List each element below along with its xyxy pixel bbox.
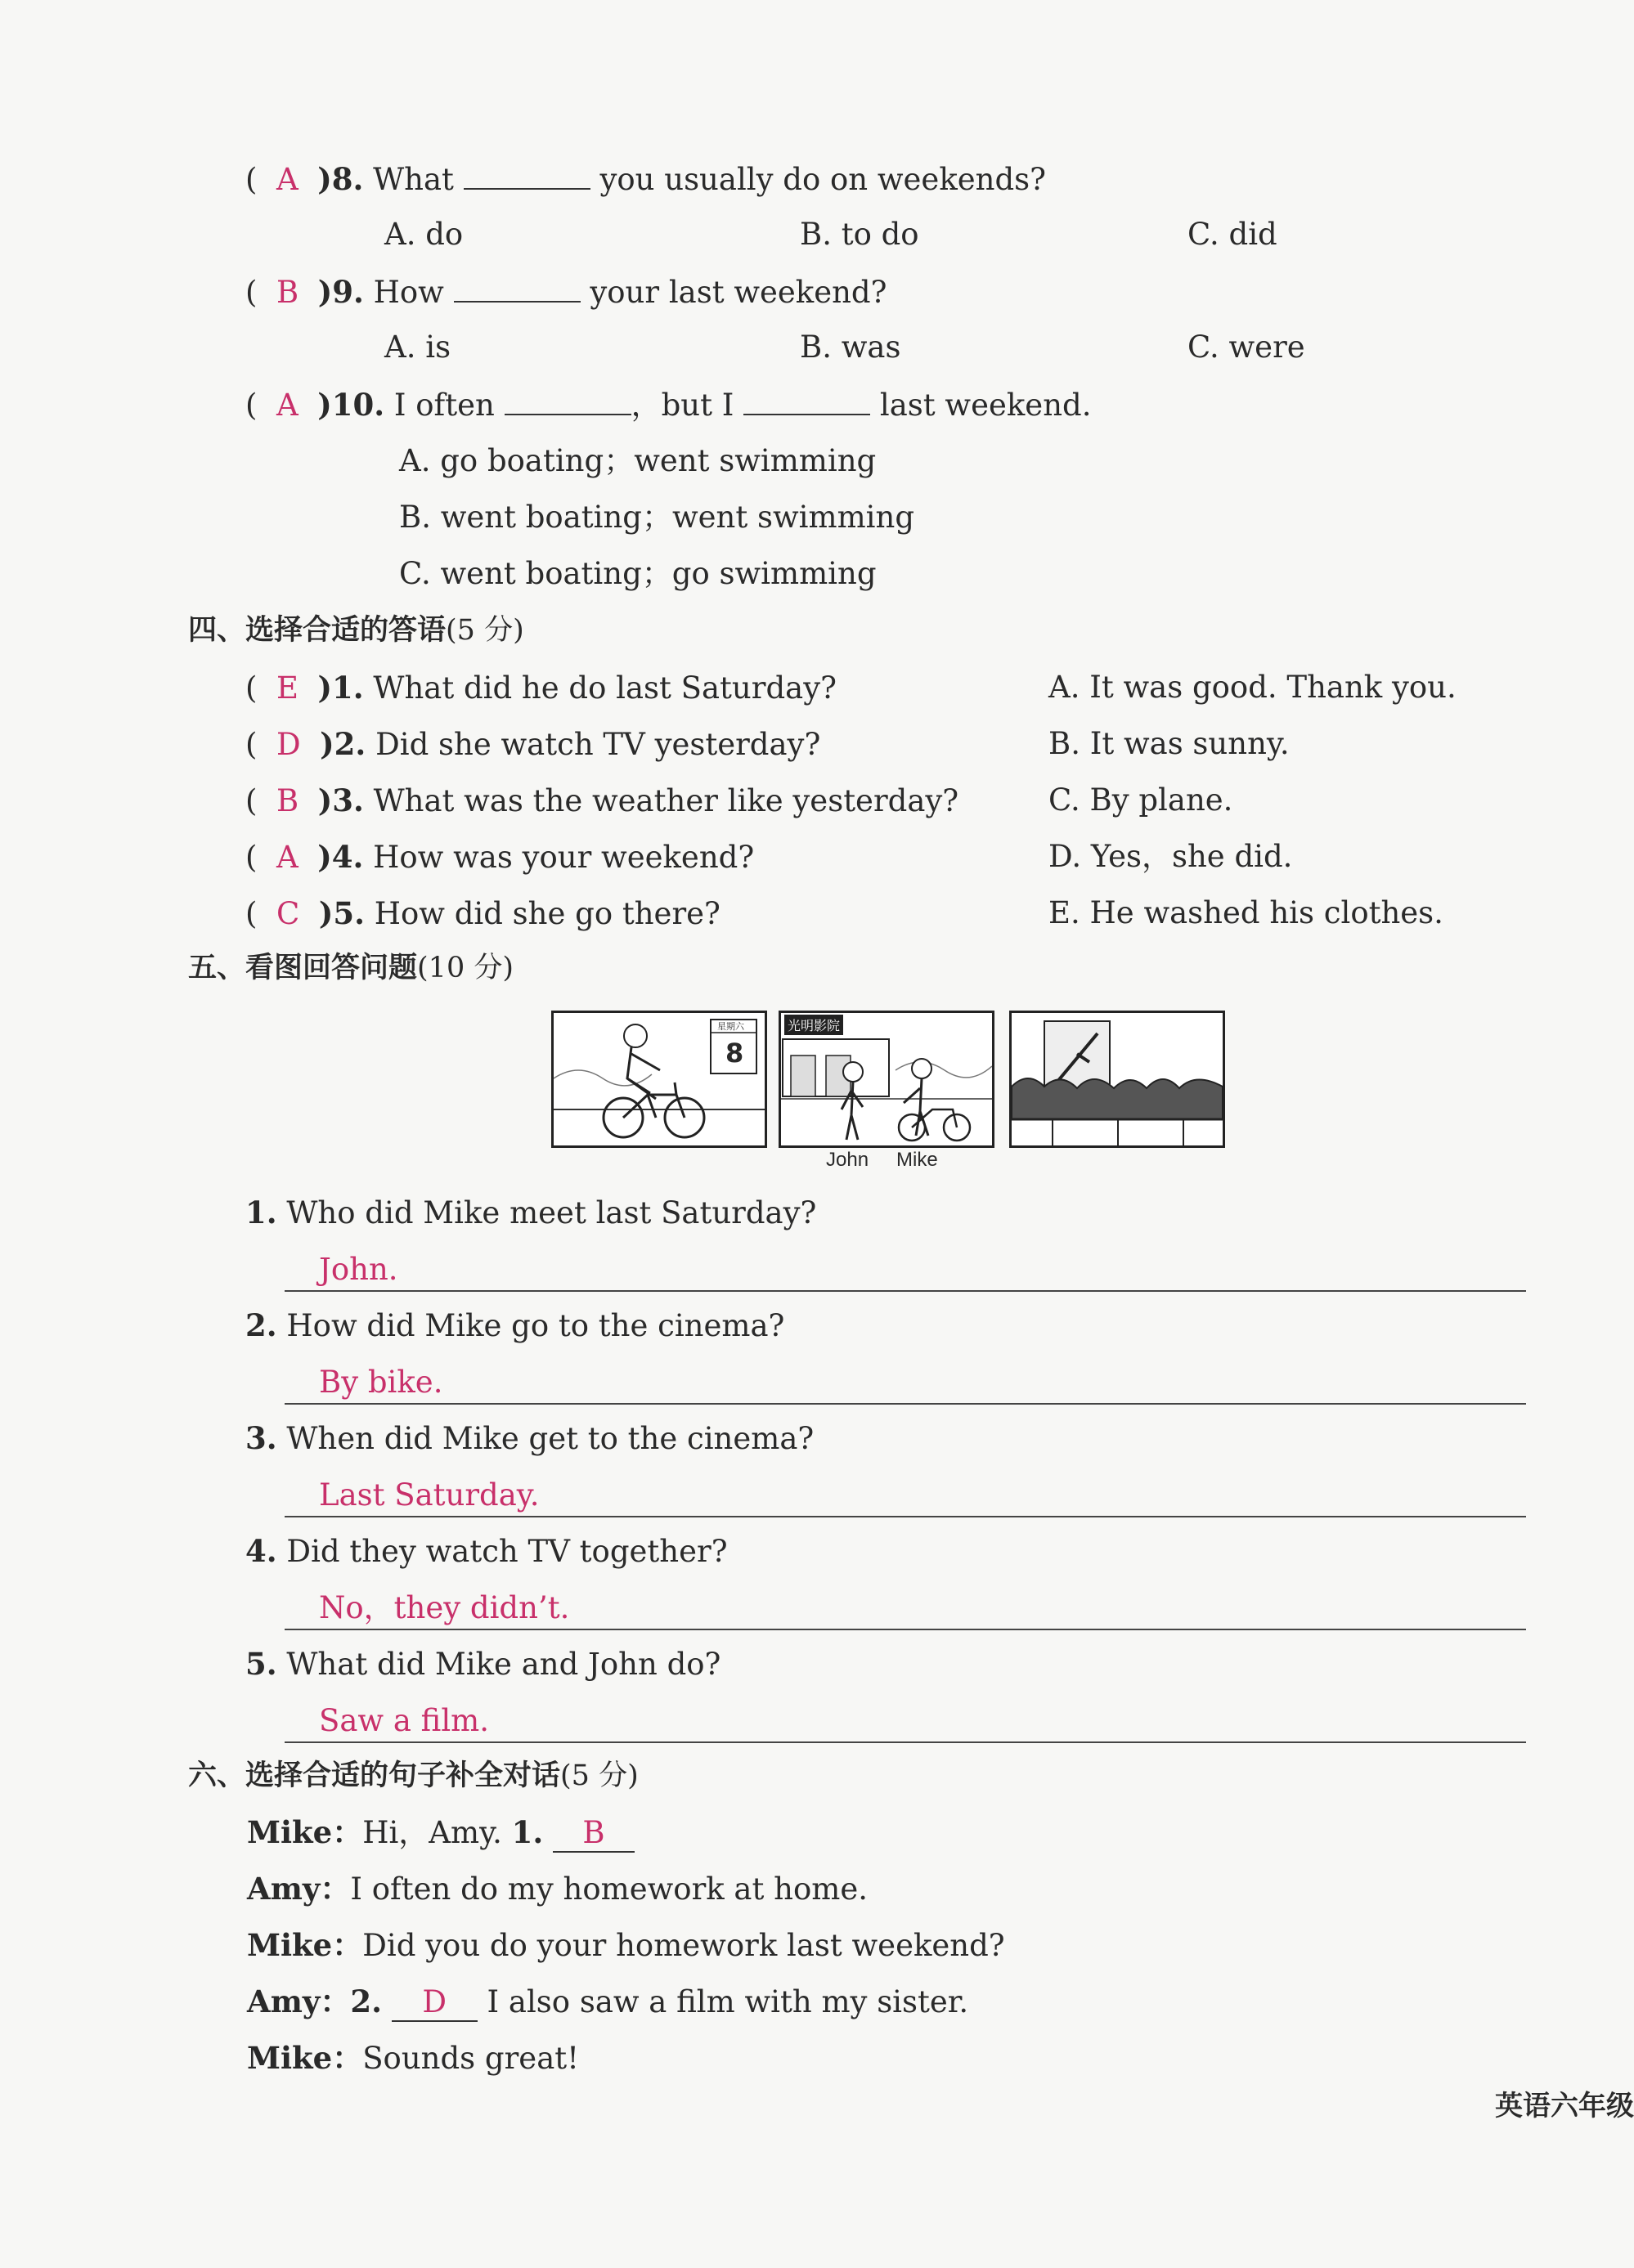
picture-cinema-meeting	[779, 1011, 994, 1148]
answer-line	[285, 1629, 1526, 1630]
s4-option-c: C. By plane.	[1048, 782, 1233, 818]
s5-question-1: 1. Who did Mike meet last Saturday?	[245, 1195, 817, 1230]
s5-answer-1: John.	[319, 1252, 398, 1287]
s5-question-2: 2. How did Mike go to the cinema?	[245, 1307, 785, 1343]
section-6-heading: 六、选择合适的句子补全对话(5 分)	[188, 1759, 639, 1792]
dialog-line-4: Amy：2. D I also saw a film with my sister.	[247, 1984, 968, 2022]
s5-question-4: 4. Did they watch TV together?	[245, 1533, 728, 1569]
dialog-line-3: Mike：Did you do your homework last weekend?	[247, 1927, 1005, 1963]
dialog-answer-1: B	[553, 1816, 635, 1853]
answer-q10: A	[276, 388, 299, 423]
picture-watching-film	[1009, 1011, 1225, 1148]
dialog-answer-2: D	[392, 1985, 478, 2022]
s5-question-3: 3. When did Mike get to the cinema?	[245, 1420, 815, 1456]
s5-question-5: 5. What did Mike and John do?	[245, 1646, 721, 1682]
answer-line	[285, 1290, 1526, 1292]
caption-john: John	[826, 1149, 869, 1171]
dialog-line-5: Mike：Sounds great!	[247, 2040, 579, 2076]
s4-question-5: ( C )5. How did she go there?	[245, 895, 720, 931]
answer-line	[285, 1741, 1526, 1743]
q10-option-c: C. went boating；go swimming	[399, 556, 877, 591]
s4-option-a: A. It was good. Thank you.	[1048, 670, 1457, 705]
calendar-number: 8	[725, 1038, 744, 1069]
s4-question-1: ( E )1. What did he do last Saturday?	[245, 670, 837, 706]
question-10: ( A )10. I often ，but I last weekend.	[245, 387, 1092, 423]
s5-answer-2: By bike.	[319, 1365, 443, 1400]
s4-question-3: ( B )3. What was the weather like yesterday?	[245, 782, 959, 818]
caption-mike: Mike	[896, 1149, 938, 1171]
q8-option-b: B. to do	[800, 217, 919, 252]
blank	[464, 164, 590, 190]
question-9: ( B )9. How your last weekend?	[245, 274, 887, 310]
q10-option-a: A. go boating；went swimming	[399, 443, 877, 478]
answer-q8: A	[276, 162, 299, 197]
q10-option-b: B. went boating；went swimming	[399, 500, 915, 535]
cinema-sign: 光明影院	[784, 1015, 843, 1035]
dialog-line-2: Amy：I often do my homework at home.	[247, 1871, 868, 1907]
blank	[454, 276, 581, 303]
q9-option-a: A. is	[384, 329, 451, 365]
section-4-heading: 四、选择合适的答语(5 分)	[188, 614, 524, 647]
q9-option-c: C. were	[1187, 329, 1305, 365]
page-footer: 英语六年级	[1495, 2090, 1634, 2122]
s5-answer-4: No，they didn’t.	[319, 1590, 570, 1625]
s4-question-2: ( D )2. Did she watch TV yesterday?	[245, 726, 821, 762]
answer-line	[285, 1516, 1526, 1517]
answer-q9: B	[276, 275, 299, 310]
s5-answer-3: Last Saturday.	[319, 1477, 540, 1513]
s4-question-4: ( A )4. How was your weekend?	[245, 839, 755, 875]
q8-option-c: C. did	[1187, 217, 1277, 252]
blank	[743, 389, 870, 415]
q9-option-b: B. was	[800, 329, 901, 365]
section-5-heading: 五、看图回答问题(10 分)	[188, 952, 514, 984]
calendar-day: 星期六	[717, 1021, 744, 1032]
s4-option-e: E. He washed his clothes.	[1048, 895, 1443, 930]
s4-option-d: D. Yes，she did.	[1048, 839, 1293, 874]
s5-answer-5: Saw a film.	[319, 1703, 490, 1738]
s4-option-b: B. It was sunny.	[1048, 726, 1290, 761]
picture-bike-saturday	[551, 1011, 767, 1148]
answer-line	[285, 1403, 1526, 1405]
question-8: ( A )8. What you usually do on weekends?	[245, 161, 1046, 197]
dialog-line-1: Mike：Hi，Amy. 1. B	[247, 1815, 635, 1853]
blank	[505, 389, 631, 415]
q8-option-a: A. do	[384, 217, 464, 252]
